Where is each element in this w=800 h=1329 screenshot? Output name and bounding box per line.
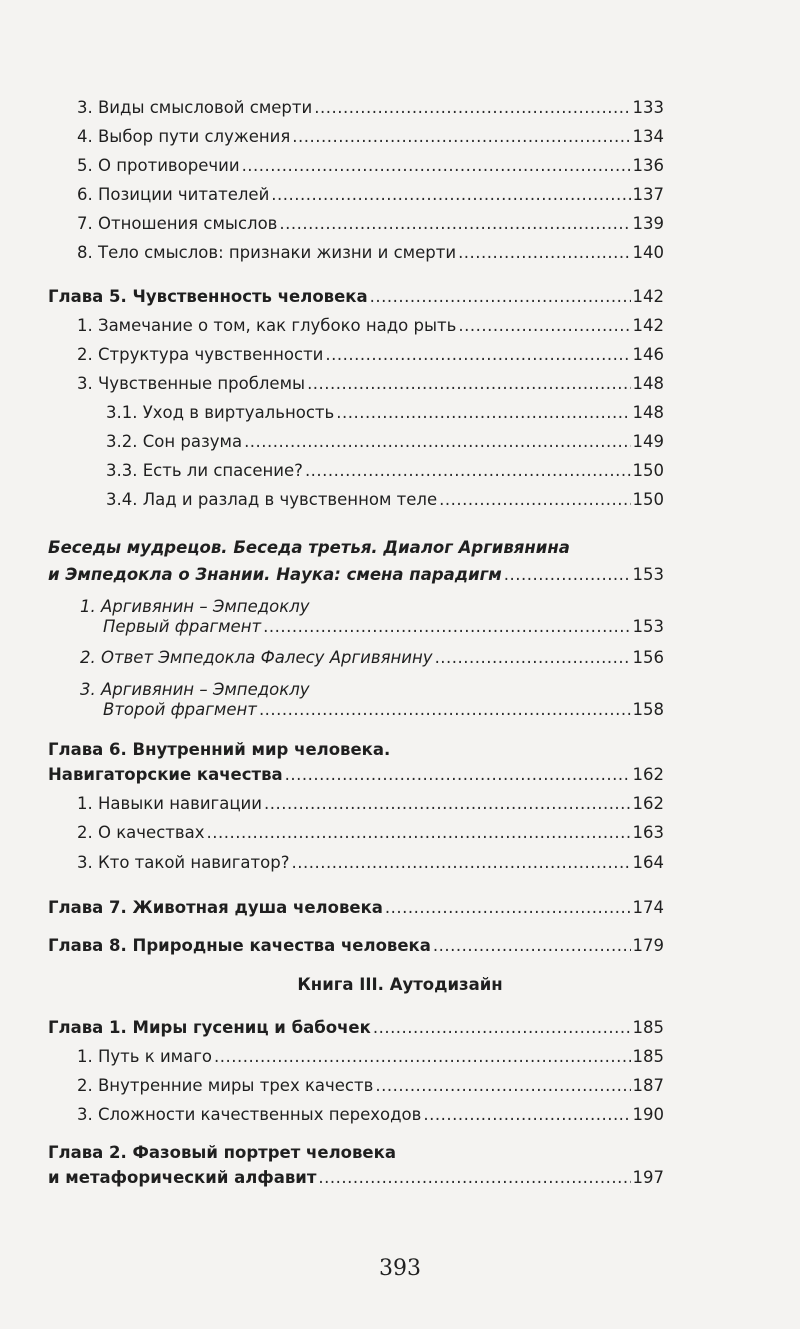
toc-chapter-cont — [48, 1163, 664, 1193]
toc-page-number: 139 — [632, 214, 664, 233]
dot-leader — [307, 369, 630, 399]
dot-leader — [336, 398, 630, 428]
toc-entry — [77, 1100, 664, 1130]
toc-entry-title: 3. Виды смысловой смерти — [77, 98, 313, 117]
toc-chapter-title: Глава 1. Миры гусениц и бабочек — [48, 1018, 371, 1037]
dot-leader — [314, 93, 630, 123]
toc-chapter — [48, 931, 664, 961]
toc-page-number: 153 — [632, 565, 664, 584]
toc-entry-title: 5. О противоречии — [77, 156, 240, 175]
dot-leader — [263, 612, 630, 642]
toc-entry — [77, 209, 664, 239]
dot-leader — [423, 1100, 630, 1130]
toc-chapter — [48, 282, 664, 312]
dot-leader — [435, 643, 631, 673]
toc-page-number: 136 — [632, 156, 664, 175]
toc-page-number: 164 — [632, 853, 664, 872]
toc-chapter-title: Глава 8. Природные качества человека — [48, 936, 431, 955]
toc-entry-title: 3. Сложности качественных переходов — [77, 1105, 422, 1124]
dot-leader — [325, 340, 630, 370]
dot-leader — [318, 1163, 630, 1193]
book-heading: Книга III. Аутодизайн — [297, 975, 503, 994]
toc-chapter-title: Глава 7. Животная душа человека — [48, 898, 383, 917]
toc-subentry — [106, 398, 664, 428]
dot-leader — [259, 695, 631, 725]
toc-entry — [77, 151, 664, 181]
dot-leader — [291, 848, 630, 878]
dot-leader — [370, 282, 631, 312]
toc-page-number: 148 — [632, 403, 664, 422]
toc-page-number: 140 — [632, 243, 664, 262]
dot-leader — [504, 560, 631, 590]
toc-entry — [77, 369, 664, 399]
toc-page-number: 137 — [632, 185, 664, 204]
toc-page-number: 148 — [632, 374, 664, 393]
toc-chapter-title-line2: Навигаторские качества — [48, 765, 283, 784]
toc-entry-title-line1: Беседы мудрецов. Беседа третья. Диалог Аргивянина — [48, 538, 570, 557]
toc-page-number: 174 — [632, 898, 664, 917]
toc-entry — [77, 818, 664, 848]
toc-entry-title-line1: 3. Аргивянин – Эмпедоклу — [80, 680, 310, 699]
toc-page-number: 133 — [632, 98, 664, 117]
toc-entry-title-line2: и Эмпедокла о Знании. Наука: смена парадигм — [48, 565, 502, 584]
toc-entry — [77, 238, 664, 268]
toc-page-number: 153 — [632, 617, 664, 636]
dot-leader — [214, 1042, 631, 1072]
toc-page-number: 187 — [632, 1076, 664, 1095]
toc-fragment-cont — [103, 612, 664, 642]
dot-leader — [244, 427, 630, 457]
toc-entry-title: 6. Позиции читателей — [77, 185, 270, 204]
toc-page-number: 149 — [632, 432, 664, 451]
toc-entry — [77, 1042, 664, 1072]
toc-entry — [77, 311, 664, 341]
toc-page-number: 162 — [632, 794, 664, 813]
dot-leader — [385, 893, 631, 923]
toc-entry — [77, 122, 664, 152]
dot-leader — [206, 818, 630, 848]
dot-leader — [285, 760, 631, 790]
toc-entry — [77, 340, 664, 370]
toc-entry-title: 2. Внутренние миры трех качеств — [77, 1076, 374, 1095]
dot-leader — [305, 456, 631, 486]
toc-entry-title: 7. Отношения смыслов — [77, 214, 278, 233]
toc-conversation-heading-cont — [48, 560, 664, 590]
toc-entry — [77, 789, 664, 819]
toc-chapter-title-line1: Глава 2. Фазовый портрет человека — [48, 1143, 396, 1162]
toc-conversation-heading — [48, 533, 664, 563]
toc-page-number: 142 — [632, 287, 664, 306]
dot-leader — [292, 122, 630, 152]
toc-entry-title-line1: 1. Аргивянин – Эмпедоклу — [80, 597, 310, 616]
toc-chapter-title-line2: и метафорический алфавит — [48, 1168, 317, 1187]
toc-entry — [77, 1071, 664, 1101]
dot-leader — [439, 485, 630, 515]
toc-entry-title: 3.1. Уход в виртуальность — [106, 403, 335, 422]
dot-leader — [458, 238, 630, 268]
toc-page-number: 142 — [632, 316, 664, 335]
toc-page-number: 179 — [632, 936, 664, 955]
toc-fragment — [80, 643, 664, 673]
dot-leader — [458, 311, 630, 341]
toc-entry-title-line2: Первый фрагмент — [103, 617, 262, 636]
dot-leader — [271, 180, 630, 210]
toc-subentry — [106, 427, 664, 457]
toc-page-number: 162 — [632, 765, 664, 784]
toc-entry-title: 4. Выбор пути служения — [77, 127, 291, 146]
toc-subentry — [106, 456, 664, 486]
toc-entry-title: 2. Ответ Эмпедокла Фалесу Аргивянину — [80, 648, 433, 667]
toc-entry — [77, 180, 664, 210]
toc-page-number: 163 — [632, 823, 664, 842]
toc-page-number: 190 — [632, 1105, 664, 1124]
dot-leader — [433, 931, 631, 961]
toc-entry-title: 3.2. Сон разума — [106, 432, 243, 451]
toc-page-number: 150 — [632, 490, 664, 509]
toc-entry-title: 1. Навыки навигации — [77, 794, 262, 813]
toc-chapter-cont — [48, 760, 664, 790]
toc-entry-title: 3.3. Есть ли спасение? — [106, 461, 303, 480]
toc-page-number: 146 — [632, 345, 664, 364]
toc-page-number: 156 — [632, 648, 664, 667]
dot-leader — [279, 209, 630, 239]
dot-leader — [242, 151, 631, 181]
toc-page-number: 150 — [632, 461, 664, 480]
toc-entry-title: 1. Путь к имаго — [77, 1047, 212, 1066]
toc-page-number: 158 — [632, 700, 664, 719]
toc-entry-title: 3.4. Лад и разлад в чувственном теле — [106, 490, 438, 509]
toc-chapter-title-line1: Глава 6. Внутренний мир человека. — [48, 740, 391, 759]
toc-entry — [77, 93, 664, 123]
page-number: 393 — [379, 1256, 421, 1281]
toc-subentry — [106, 485, 664, 515]
toc-fragment-cont — [103, 695, 664, 725]
toc-chapter — [48, 1013, 664, 1043]
toc-entry-title: 8. Тело смыслов: признаки жизни и смерти — [77, 243, 457, 262]
toc-page-number: 185 — [632, 1047, 664, 1066]
toc-chapter — [48, 893, 664, 923]
toc-entry-title: 2. Структура чувственности — [77, 345, 324, 364]
toc-entry-title-line2: Второй фрагмент — [103, 700, 257, 719]
toc-entry-title: 3. Чувственные проблемы — [77, 374, 306, 393]
dot-leader — [375, 1071, 630, 1101]
toc-page-number: 134 — [632, 127, 664, 146]
toc-entry — [77, 848, 664, 878]
toc-entry-title: 3. Кто такой навигатор? — [77, 853, 290, 872]
toc-entry-title: 1. Замечание о том, как глубоко надо рыть — [77, 316, 457, 335]
toc-entry-title: 2. О качествах — [77, 823, 205, 842]
toc-page-number: 197 — [632, 1168, 664, 1187]
dot-leader — [373, 1013, 631, 1043]
dot-leader — [264, 789, 631, 819]
toc-chapter-title: Глава 5. Чувственность человека — [48, 287, 368, 306]
toc-page-number: 185 — [632, 1018, 664, 1037]
